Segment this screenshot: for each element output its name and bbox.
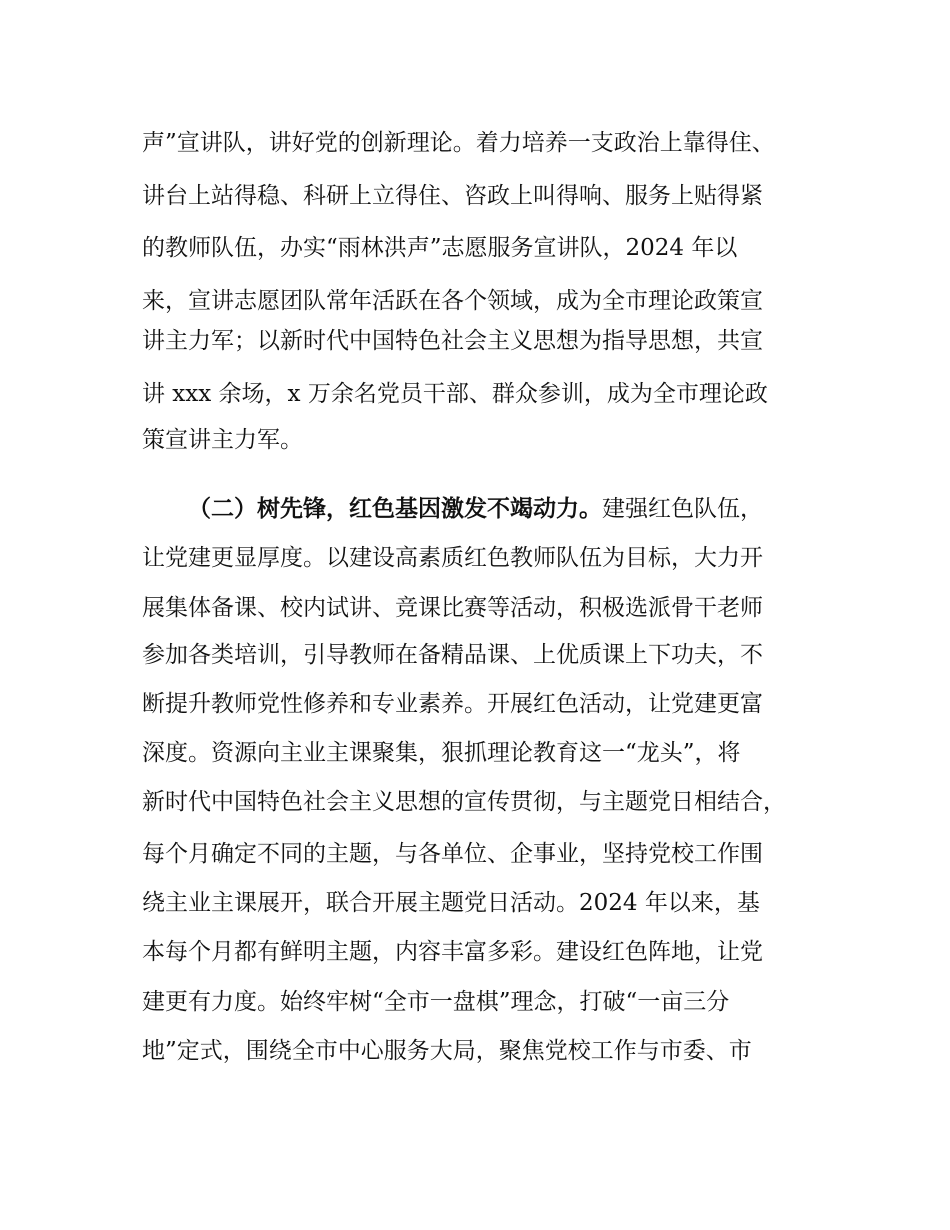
paragraph-1-line-5: 讲主力军；以新时代中国特色社会主义思想为指导思想，共宣 xyxy=(142,328,763,354)
paragraph-2-line-2: 让党建更显厚度。以建设高素质红色教师队伍为目标，大力开 xyxy=(142,545,763,571)
paragraph-1-line-6: 讲 xxx 余场，x 万余名党员干部、群众参训，成为全市理论政 xyxy=(142,381,768,407)
paragraph-1-line-1: 声”宣讲队，讲好党的创新理论。着力培养一支政治上靠得住、 xyxy=(142,130,775,156)
section-heading: （二）树先锋，红色基因激发不竭动力。 xyxy=(188,496,602,522)
paragraph-2-line-7: 新时代中国特色社会主义思想的宣传贯彻，与主题党日相结合， xyxy=(142,789,786,815)
paragraph-2-line-5: 断提升教师党性修养和专业素养。开展红色活动，让党建更富 xyxy=(142,691,763,717)
paragraph-2-line-1-rest: 建强红色队伍， xyxy=(602,496,763,522)
paragraph-1-line-3: 的教师队伍，办实“雨林洪声”志愿服务宣讲队，2024 年以 xyxy=(142,235,738,261)
paragraph-1-line-2: 讲台上站得稳、科研上立得住、咨政上叫得响、服务上贴得紧 xyxy=(142,183,763,209)
paragraph-2-line-3: 展集体备课、校内试讲、竞课比赛等活动，积极选派骨干老师 xyxy=(142,595,763,621)
paragraph-1-line-4: 来，宣讲志愿团队常年活跃在各个领域，成为全市理论政策宣 xyxy=(142,288,763,314)
paragraph-2-line-6: 深度。资源向主业主课聚集，狠抓理论教育这一“龙头”，将 xyxy=(142,740,741,766)
paragraph-2-line-10: 本每个月都有鲜明主题，内容丰富多彩。建设红色阵地，让党 xyxy=(142,939,763,965)
paragraph-2-line-4: 参加各类培训，引导教师在备精品课、上优质课上下功夫，不 xyxy=(142,642,763,668)
paragraph-1-line-7: 策宣讲主力军。 xyxy=(142,427,303,453)
paragraph-2-line-9: 绕主业主课展开，联合开展主题党日活动。2024 年以来，基 xyxy=(142,890,760,916)
paragraph-2-line-1 xyxy=(188,494,763,524)
paragraph-2-line-12: 地”定式，围绕全市中心服务大局，聚焦党校工作与市委、市 xyxy=(142,1038,752,1064)
paragraph-2-line-8: 每个月确定不同的主题，与各单位、企事业，坚持党校工作围 xyxy=(142,841,763,867)
paragraph-2-line-11: 建更有力度。始终牢树“全市一盘棋”理念，打破“一亩三分 xyxy=(142,989,730,1015)
